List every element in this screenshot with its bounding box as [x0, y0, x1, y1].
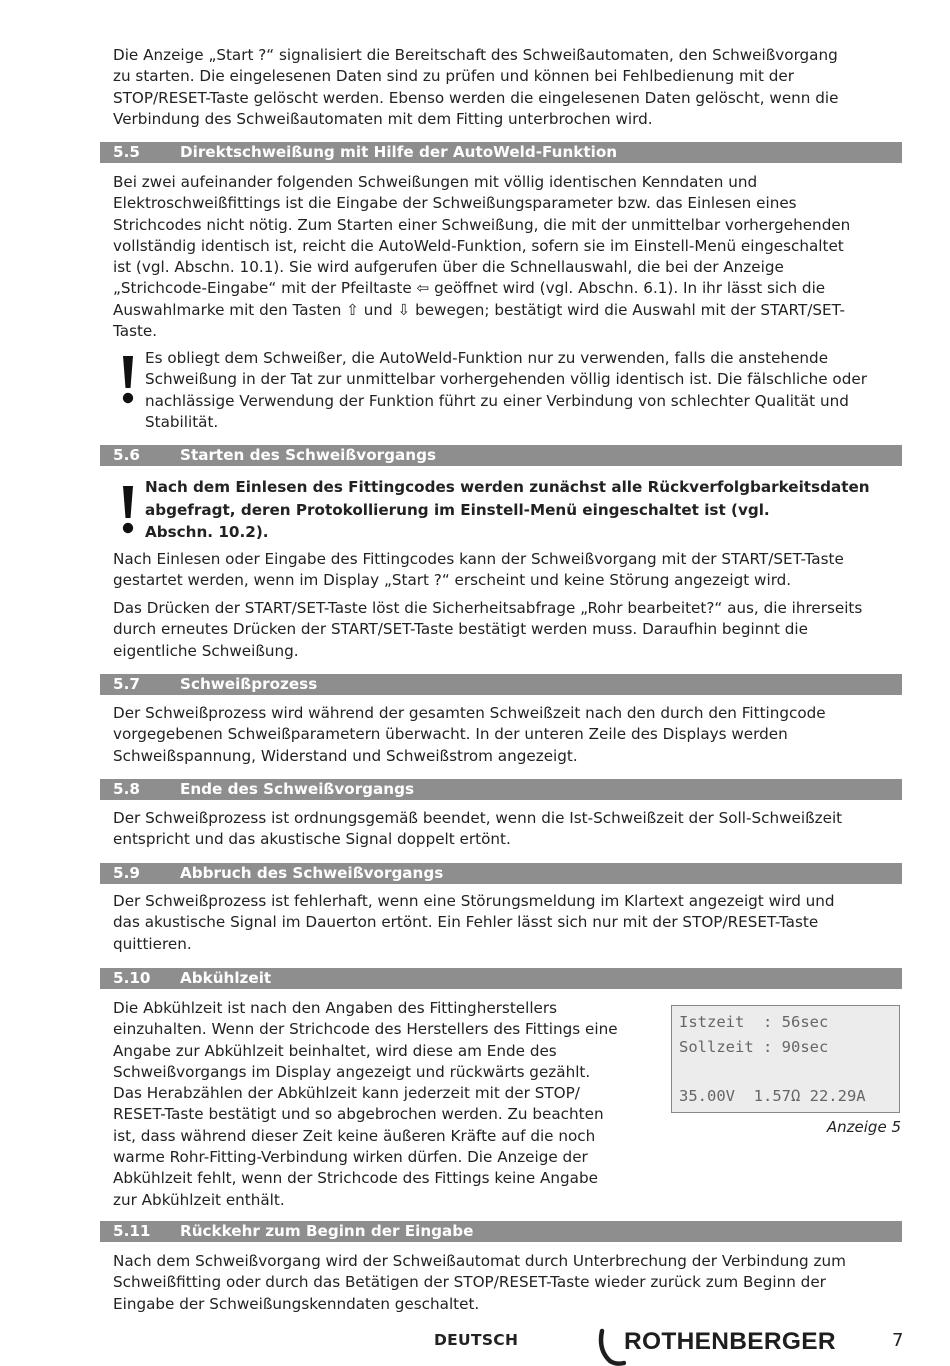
section-5-9-paragraph: Der Schweißprozess ist fehlerhaft, wenn eine Störungsmeldung im Klartext angezeigt wird und das akustische Signal im Dauerton ertönt. Ein Fehler lässt sich nur mit der STOP/RESET-Taste quittieren. [113, 892, 835, 953]
section-5-5-paragraph: Bei zwei aufeinander folgenden Schweißungen mit völlig identischen Kenndaten und Elektroschweißfittings ist die Eingabe der Schweißungsparameter bzw. das Einlesen eines Strichcodes nicht nötig. Zum Starten einer Schweißung, die mit der unmittelbar vorhergehenden vollständig identisch ist, reicht die AutoWeld-Funktion, sofern sie im Einstell-Menü eingeschaltet ist (vgl. Abschn. 10.1). Sie wird aufgerufen über die Schnellauswahl, die bei der Anzeige „Strichcode-Eingabe“ mit der Pfeiltaste ⇦ geöffnet wird (vgl. Abschn. 6.1). In ihr lässt sich die Auswahlmarke mit den Tasten ⇧ und ⇩ bewegen; bestätigt wird die Auswahl mit der START/SET- Taste. [113, 173, 851, 341]
display-line-actual-time: Istzeit : 56sec [679, 1013, 829, 1031]
section-header-5-10 [100, 968, 902, 989]
display-line-measurements: 35.00V 1.57Ω 22.29A [679, 1087, 866, 1105]
section-header-5-7 [100, 674, 902, 695]
display-screenshot [671, 1005, 900, 1113]
section-title: Schweißprozess [180, 675, 318, 693]
section-5-10-paragraph: Die Abkühlzeit ist nach den Angaben des Fittingherstellers einzuhalten. Wenn der Strichcode des Herstellers des Fittings eine Angabe zur Abkühlzeit beinhaltet, wird diese am Ende des Schweißvorgangs im Display angezeigt und rückwärts gezählt. Das Herabzählen der Abkühlzeit kann jederzeit mit der STOP/ RESET-Taste bestätigt und so abgebrochen werden. Zu beachten ist, dass während dieser Zeit keine äußeren Kräfte auf die noch warme Rohr-Fitting-Verbindung wirken dürfen. Die Anzeige der Abkühlzeit fehlt, wenn der Strichcode des Fittings keine Angabe zur Abkühlzeit enthält. [113, 999, 618, 1209]
section-title: Abkühlzeit [180, 969, 272, 987]
section-header-5-8 [100, 779, 902, 800]
section-title: Rückkehr zum Beginn der Eingabe [180, 1222, 474, 1240]
section-header-5-6 [100, 445, 902, 466]
warning-exclamation-icon [121, 356, 135, 404]
footer-language: DEUTSCH [434, 1331, 519, 1349]
section-5-8-paragraph: Der Schweißprozess ist ordnungsgemäß beendet, wenn die Ist-Schweißzeit der Soll-Schweißzeit entspricht und das akustische Signal doppelt ertönt. [113, 809, 843, 849]
section-header-5-11 [100, 1221, 902, 1242]
section-5-6-paragraph-1: Nach Einlesen oder Eingabe des Fittingcodes kann der Schweißvorgang mit der START/SET-Taste gestartet werden, wenn im Display „Start ?“ erscheint und keine Störung angezeigt wird. [113, 550, 844, 590]
section-title: Starten des Schweißvorgangs [180, 446, 436, 464]
section-number: 5.9 [113, 864, 140, 882]
warning-exclamation-icon [121, 486, 135, 534]
section-number: 5.5 [113, 143, 140, 161]
section-number: 5.7 [113, 675, 140, 693]
section-title: Direktschweißung mit Hilfe der AutoWeld-Funktion [180, 143, 618, 161]
intro-paragraph: Die Anzeige „Start ?“ signalisiert die Bereitschaft des Schweißautomaten, den Schweißvorgang zu starten. Die eingelesenen Daten sind zu prüfen und können bei Fehlbedienung mit der STOP/RESET-Taste gelöscht werden. Ebenso werden die eingelesenen Daten gelöscht, wenn die Verbindung des Schweißautomaten mit dem Fitting unterbrochen wird. [113, 46, 839, 128]
section-header-5-9 [100, 863, 902, 884]
logo-wordmark: ROTHENBERGER [624, 1328, 836, 1355]
section-5-6-paragraph-2: Das Drücken der START/SET-Taste löst die Sicherheitsabfrage „Rohr bearbeitet?“ aus, die ihrerseits durch erneutes Drücken der START/SET-Taste bestätigt werden muss. Daraufhin beginnt die eigentliche Schweißung. [113, 599, 863, 660]
section-number: 5.10 [113, 969, 151, 987]
display-caption: Anzeige 5 [826, 1118, 901, 1136]
logo-swoosh-icon [596, 1328, 626, 1366]
section-number: 5.6 [113, 446, 140, 464]
section-5-11-paragraph: Nach dem Schweißvorgang wird der Schweißautomat durch Unterbrechung der Verbindung zum Schweißfitting oder durch das Betätigen der STOP/RESET-Taste wieder zurück zum Beginn der Eingabe der Schweißungskenndaten geschaltet. [113, 1252, 846, 1313]
page-number: 7 [892, 1330, 904, 1351]
section-number: 5.11 [113, 1222, 151, 1240]
section-5-5-warning-note: Es obliegt dem Schweißer, die AutoWeld-Funktion nur zu verwenden, falls die anstehende Schweißung in der Tat zur unmittelbar vorhergehenden völlig identisch ist. Die fälschliche oder nachlässige Verwendung der Funktion führt zu einer Verbindung von schlechter Qualität und Stabilität. [145, 349, 867, 431]
section-5-7-paragraph: Der Schweißprozess wird während der gesamten Schweißzeit nach den durch den Fittingcode vorgegebenen Schweißparametern überwacht. In der unteren Zeile des Displays werden Schweißspannung, Widerstand und Schweißstrom angezeigt. [113, 704, 826, 765]
section-title: Abbruch des Schweißvorgangs [180, 864, 444, 882]
section-5-6-warning-note: Nach dem Einlesen des Fittingcodes werden zunächst alle Rückverfolgbarkeitsdaten abgefragt, deren Protokollierung im Einstell-Menü eingeschaltet ist (vgl. Abschn. 10.2). [145, 478, 870, 541]
section-number: 5.8 [113, 780, 140, 798]
section-title: Ende des Schweißvorgangs [180, 780, 415, 798]
section-header-5-5 [100, 142, 902, 163]
display-line-target-time: Sollzeit : 90sec [679, 1038, 829, 1056]
